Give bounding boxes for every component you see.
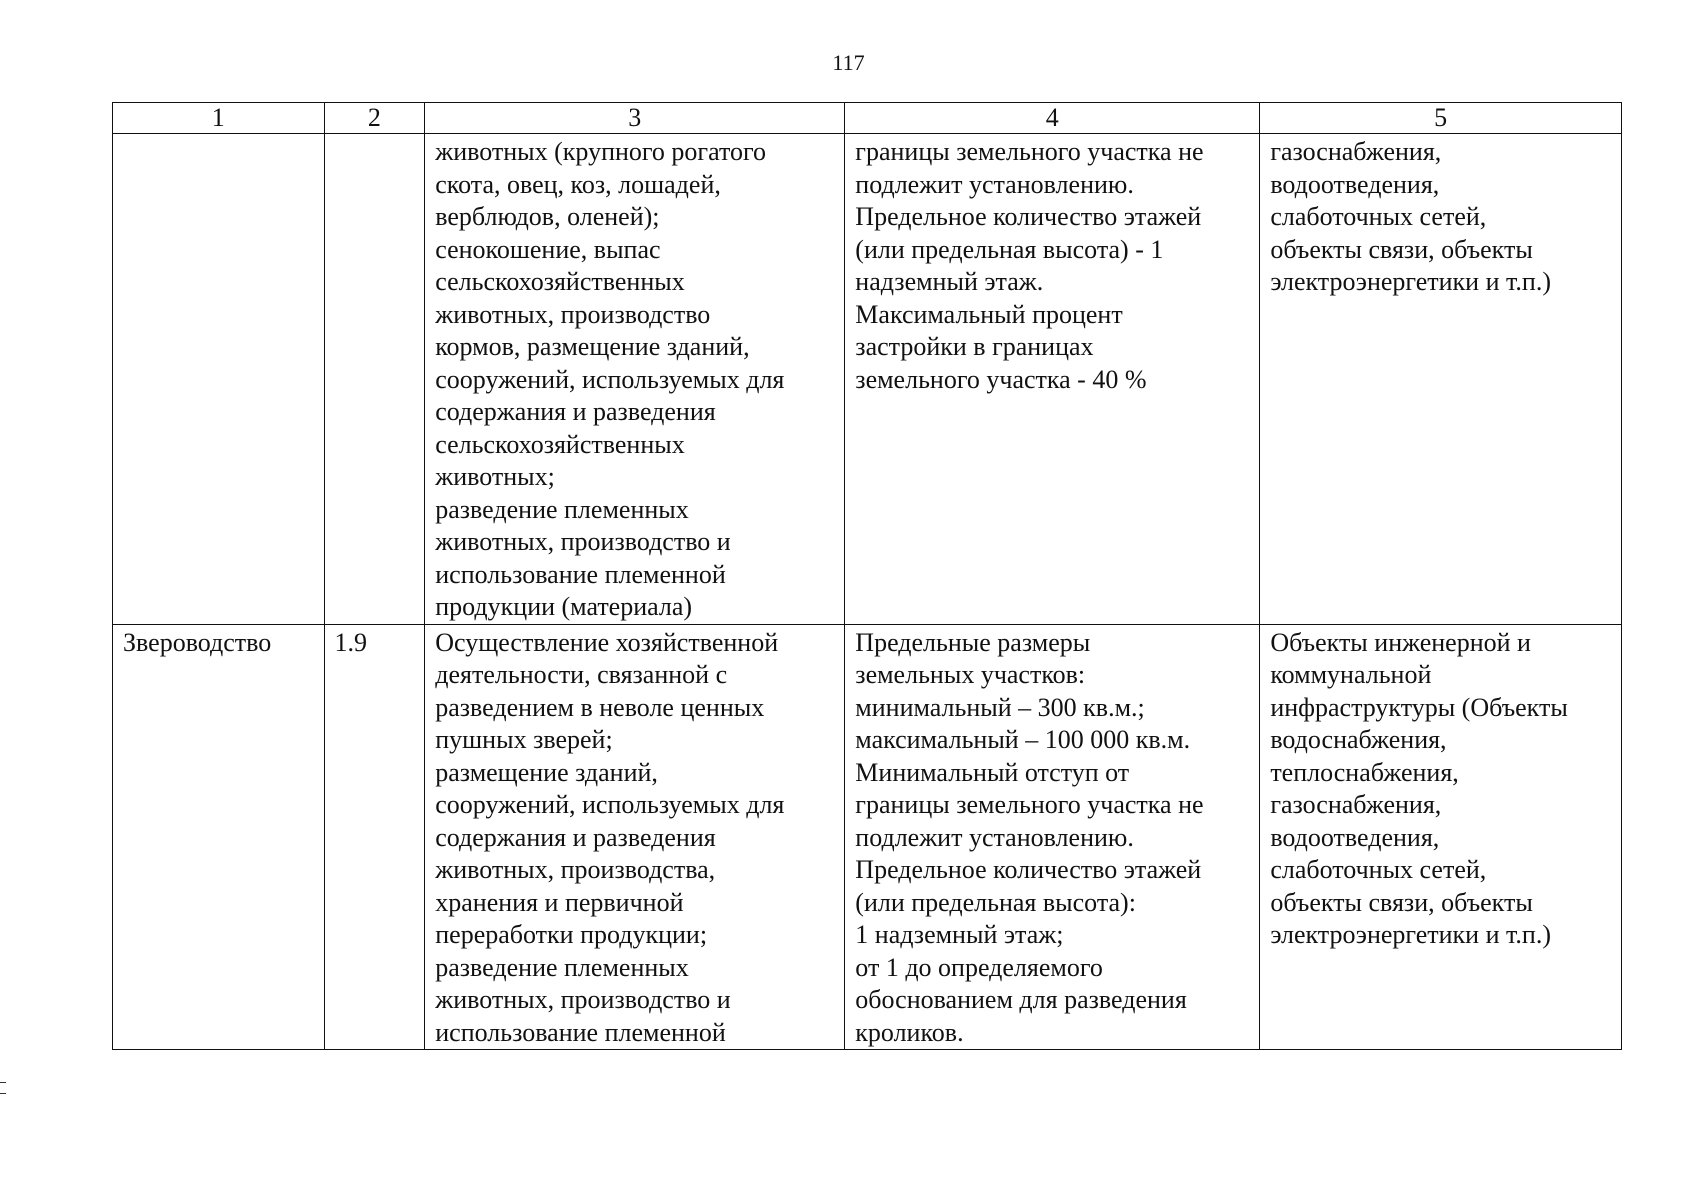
table-cell-use-description: животных (крупного рогатого скота, овец, коз, лошадей, верблюдов, оленей); сенокошение, выпас сельскохозяйственных животных, производство кормов, размещение зданий, сооружений, используемых для содержания и разведения сельскохозяйственных животных; разведение племенных животных, производство и использование племенной продукции (материала) bbox=[425, 134, 845, 625]
scan-margin-mark bbox=[0, 1082, 6, 1094]
table-row bbox=[113, 624, 1622, 1050]
regulations-table bbox=[112, 102, 1622, 1050]
column-header-2: 2 bbox=[324, 103, 425, 134]
table-cell-auxiliary-objects: газоснабжения, водоотведения, слаботочных сетей, объекты связи, объекты электроэнергетики и т.п.) bbox=[1260, 134, 1622, 625]
column-header-4: 4 bbox=[845, 103, 1260, 134]
table-cell-use-code: 1.9 bbox=[324, 624, 425, 1050]
page-number: 117 bbox=[832, 50, 865, 75]
table-cell-parameters: границы земельного участка не подлежит установлению. Предельное количество этажей (или предельная высота) - 1 надземный этаж. Максимальный процент застройки в границах земельного участка - 40 % bbox=[845, 134, 1260, 625]
table-cell-use-description: Осуществление хозяйственной деятельности, связанной с разведением в неволе ценных пушных зверей; размещение зданий, сооружений, используемых для содержания и разведения животных, производства, хранения и первичной переработки продукции; разведение племенных животных, производство и использование племенной bbox=[425, 624, 845, 1050]
table-header-row bbox=[113, 103, 1622, 134]
column-header-1: 1 bbox=[113, 103, 325, 134]
table-row bbox=[113, 134, 1622, 625]
column-header-3: 3 bbox=[425, 103, 845, 134]
column-header-5: 5 bbox=[1260, 103, 1622, 134]
table-cell-use-name: Звероводство bbox=[113, 624, 325, 1050]
table-cell-auxiliary-objects: Объекты инженерной и коммунальной инфраструктуры (Объекты водоснабжения, теплоснабжения, газоснабжения, водоотведения, слаботочных сетей, объекты связи, объекты электроэнергетики и т.п.) bbox=[1260, 624, 1622, 1050]
table-cell-use-name bbox=[113, 134, 325, 625]
table-cell-parameters: Предельные размеры земельных участков: минимальный – 300 кв.м.; максимальный – 100 000 кв.м. Минимальный отступ от границы земельного участка не подлежит установлению. Предельное количество этажей (или предельная высота): 1 надземный этаж; от 1 до определяемого обоснованием для разведения кроликов. bbox=[845, 624, 1260, 1050]
table-cell-use-code bbox=[324, 134, 425, 625]
